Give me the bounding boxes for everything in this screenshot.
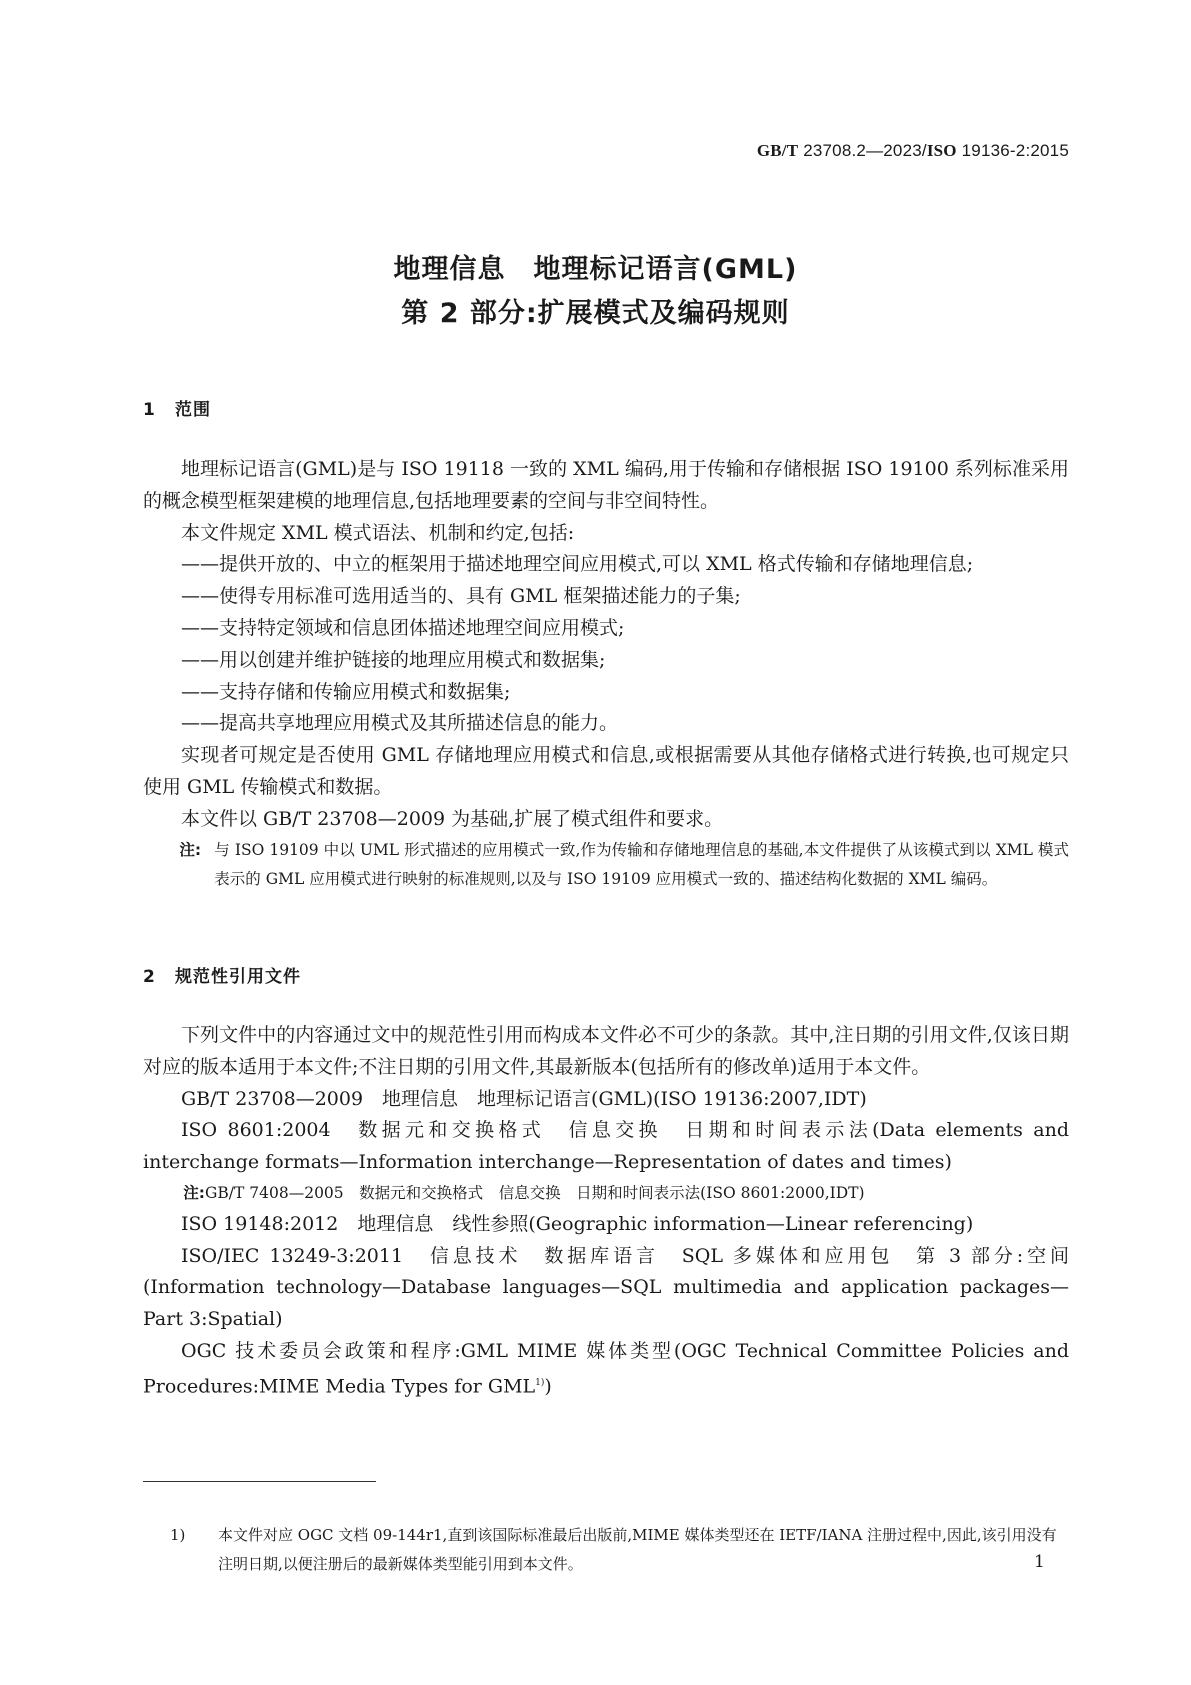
section-title: 范围 (175, 400, 211, 420)
note-text: 与 ISO 19109 中以 UML 形式描述的应用模式一致,作为传输和存储地理信息的基础,本文件提供了从该模式到以 XML 模式表示的 GML 应用模式进行映射的标准规则,以及与 ISO 19109 应用模式一致的、描述结构化数据的 XML 编码。 (214, 840, 1069, 889)
footnote-text: 本文件对应 OGC 文档 09-144r1,直到该国际标准最后出版前,MIME 媒体类型还在 IETF/IANA 注册过程中,因此,该引用没有注明日期,以便注册后的最新媒体类型能引用到本文件。 (218, 1526, 1057, 1573)
iso-number: 19136-2:2015 (961, 141, 1069, 160)
std-prefix: GB/T (756, 141, 799, 160)
section-number: 2 (143, 967, 156, 987)
list-item: ——支持存储和传输应用模式和数据集; (181, 680, 511, 703)
section-heading-scope (143, 395, 211, 420)
reference-item: GB/T 23708—2009 地理信息 地理标记语言(GML)(ISO 19136:2007,IDT) (181, 1087, 867, 1110)
paragraph: 地理标记语言(GML)是与 ISO 19118 一致的 XML 编码,用于传输和存储根据 ISO 19100 系列标准采用的概念模型框架建模的地理信息,包括地理要素的空间与非空间特性。 (143, 458, 1069, 512)
section-references-body (143, 1020, 1069, 1403)
reference-close: ) (544, 1375, 552, 1398)
footnote (170, 1521, 1070, 1579)
list-item: ——用以创建并维护链接的地理应用模式和数据集; (181, 648, 606, 671)
reference-item: ISO 19148:2012 地理信息 线性参照(Geographic information—Linear referencing) (181, 1212, 974, 1235)
section-heading-normative-references (143, 962, 301, 987)
std-number: 23708.2—2023/ (803, 141, 927, 160)
standard-number-header (757, 141, 1069, 161)
page-number: 1 (1034, 1552, 1045, 1572)
reference-note (143, 1179, 1069, 1209)
document-title-line2: 第 2 部分:扩展模式及编码规则 (401, 298, 790, 329)
reference-item: ISO 8601:2004 数据元和交换格式 信息交换 日期和时间表示法(Data elements and interchange formats—Information interchange—Representation of dates and times) (143, 1119, 1069, 1174)
reference-text: OGC 技术委员会政策和程序:GML MIME 媒体类型(OGC Technical Committee Policies and Procedures:MIME Media Types for GML (143, 1339, 1069, 1398)
paragraph: 本文件以 GB/T 23708—2009 为基础,扩展了模式组件和要求。 (181, 807, 724, 830)
list-item: ——提供开放的、中立的框架用于描述地理空间应用模式,可以 XML 格式传输和存储地理信息; (181, 553, 974, 576)
footnote-separator (143, 1481, 376, 1482)
reference-item (143, 1336, 1069, 1403)
list-item: ——使得专用标准可选用适当的、具有 GML 框架描述能力的子集; (181, 585, 741, 608)
iso-prefix: ISO (926, 141, 957, 160)
note (143, 836, 1069, 896)
list-item: ——提高共享地理应用模式及其所描述信息的能力。 (181, 712, 619, 735)
section-title: 规范性引用文件 (175, 967, 301, 987)
note-text: GB/T 7408—2005 数据元和交换格式 信息交换 日期和时间表示法(ISO 8601:2000,IDT) (205, 1183, 865, 1202)
footnote-marker[interactable]: 1) (535, 1377, 545, 1388)
section-scope-body (143, 454, 1069, 895)
reference-item: ISO/IEC 13249-3:2011 信息技术 数据库语言 SQL 多媒体和应用包 第 3 部分:空间(Information technology—Database languages—SQL multimedia and application packages—Part 3:Spatial) (143, 1244, 1069, 1331)
paragraph: 下列文件中的内容通过文中的规范性引用而构成本文件必不可少的条款。其中,注日期的引用文件,仅该日期对应的版本适用于本文件;不注日期的引用文件,其最新版本(包括所有的修改单)适用于本文件。 (143, 1024, 1069, 1078)
paragraph: 本文件规定 XML 模式语法、机制和约定,包括: (181, 521, 575, 544)
note-label: 注: (183, 1183, 205, 1202)
document-title-line1: 地理信息 地理标记语言(GML) (393, 254, 798, 285)
list-item: ——支持特定领域和信息团体描述地理空间应用模式; (181, 616, 625, 639)
paragraph: 实现者可规定是否使用 GML 存储地理应用模式和信息,或根据需要从其他存储格式进行转换,也可规定只使用 GML 传输模式和数据。 (143, 744, 1069, 798)
section-number: 1 (143, 400, 156, 420)
note-label: 注: (179, 840, 202, 859)
footnote-number: 1) (170, 1526, 186, 1544)
